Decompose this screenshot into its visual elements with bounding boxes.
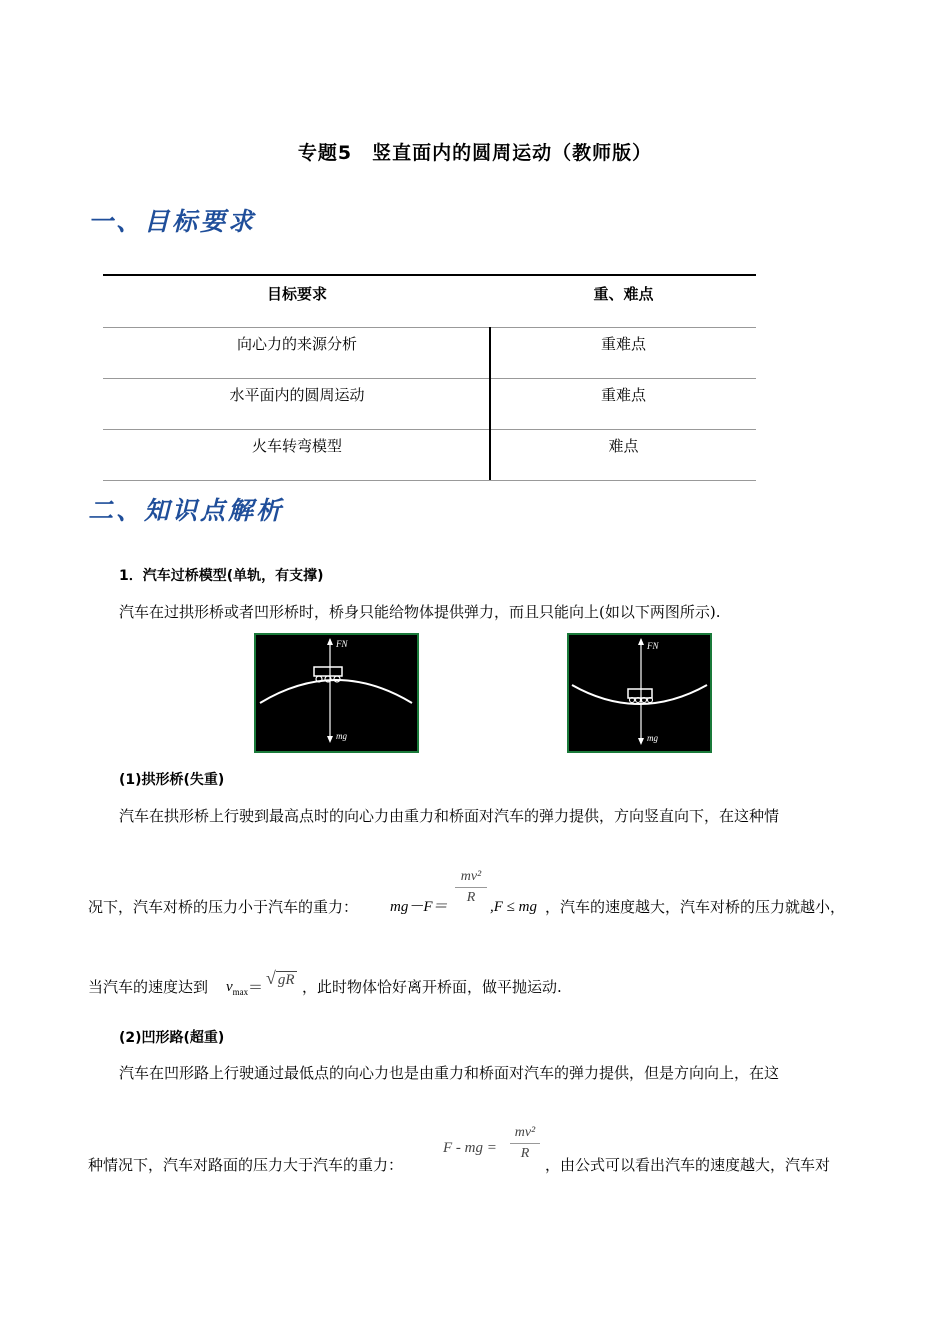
arch-equals: ＝ — [248, 978, 264, 996]
concave-road-figure — [567, 633, 712, 753]
gravity-label: mg — [336, 731, 347, 741]
concave-fraction — [510, 1125, 540, 1162]
normal-force-label: FN — [647, 641, 659, 651]
table-cell: 难点 — [608, 437, 639, 455]
table-header-difficulty: 重、难点 — [593, 285, 654, 303]
fraction-denominator: R — [466, 890, 476, 905]
vmax-symbol: $v_{max}$ — [226, 979, 249, 997]
fraction-bar — [455, 887, 487, 888]
section-heading-knowledge: 二、知识点解析 — [88, 496, 285, 525]
arch-paragraph-line: ，汽车的速度越大，汽车对桥的压力就越小， — [545, 898, 846, 916]
part1-intro: 汽车在过拱形桥或者凹形桥时，桥身只能给物体提供弹力，而且只能向上(如以下两图所示). — [119, 603, 721, 621]
arch-heading: (1)拱形桥(失重) — [119, 772, 225, 788]
concave-paragraph-line: 汽车在凹形路上行驶通过最低点的向心力也是由重力和桥面对汽车的弹力提供，但是方向向上，在这 — [119, 1064, 780, 1082]
goals-table — [103, 274, 756, 484]
sqrt-gR: √ gR — [266, 968, 295, 988]
arch-bridge-figure — [254, 633, 419, 753]
fraction-numerator: mv² — [460, 869, 482, 884]
concave-heading: (2)凹形路(超重) — [119, 1030, 225, 1046]
table-cell: 火车转弯模型 — [251, 437, 342, 455]
table-cell: 重难点 — [600, 335, 646, 353]
arch-equation-lhs: mg－F＝ — [390, 899, 448, 915]
fraction-bar — [510, 1143, 540, 1144]
page-title: 专题5 竖直面内的圆周运动（教师版） — [297, 142, 653, 164]
arch-paragraph-line: ，此时物体恰好离开桥面，做平抛运动. — [302, 978, 562, 996]
table-cell: 向心力的来源分析 — [236, 335, 357, 353]
concave-paragraph-line: 种情况下，汽车对路面的压力大于汽车的重力： — [88, 1156, 404, 1174]
arch-fraction — [455, 869, 487, 906]
fraction-numerator: mv² — [514, 1125, 536, 1140]
table-cell: 水平面内的圆周运动 — [229, 386, 365, 404]
table-column-divider — [489, 327, 491, 480]
arch-paragraph-line: 当汽车的速度达到 — [88, 978, 209, 996]
fraction-denominator: R — [520, 1146, 530, 1161]
arch-paragraph-line: 况下，汽车对桥的压力小于汽车的重力： — [88, 898, 359, 916]
table-header-goal: 目标要求 — [266, 285, 327, 303]
part1-heading: 1．汽车过桥模型(单轨，有支撑) — [119, 568, 324, 584]
section-heading-goals: 一、目标要求 — [88, 207, 257, 236]
gravity-label: mg — [647, 733, 658, 743]
table-cell: 重难点 — [600, 386, 646, 404]
concave-paragraph-line: ，由公式可以看出汽车的速度越大，汽车对 — [545, 1156, 831, 1174]
normal-force-label: FN — [336, 639, 348, 649]
arch-inequality: ,F ≤ mg — [490, 899, 537, 915]
arch-paragraph-line: 汽车在拱形桥上行驶到最高点时的向心力由重力和桥面对汽车的弹力提供，方向竖直向下，在这种情 — [119, 807, 780, 825]
concave-equation-lhs: F - mg = — [443, 1140, 497, 1156]
